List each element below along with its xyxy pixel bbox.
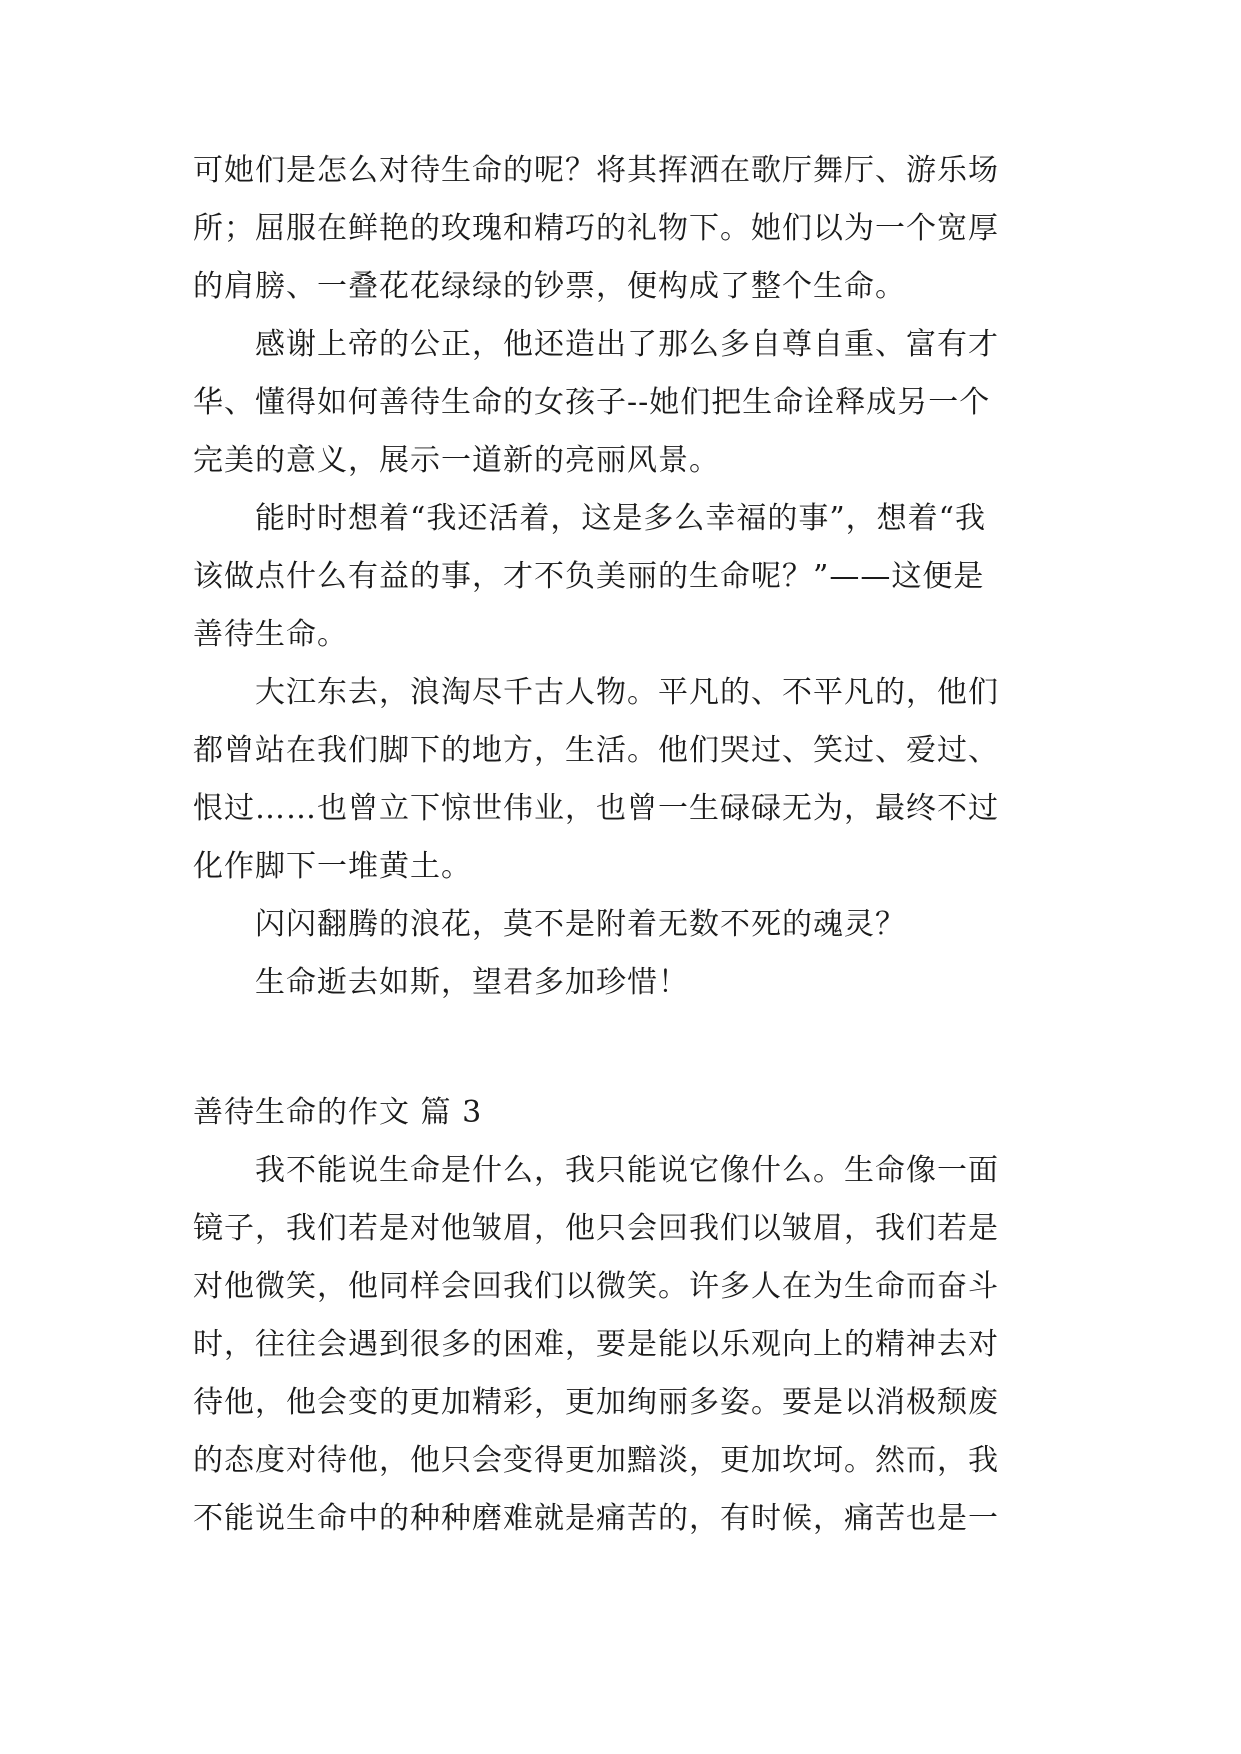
paragraph-line: 的肩膀、一叠花花绿绿的钞票，便构成了整个生命。 (193, 269, 906, 304)
paragraph-line: 对他微笑，他同样会回我们以微笑。许多人在为生命而奋斗 (193, 1269, 999, 1304)
paragraph-line: 化作脚下一堆黄土。 (193, 849, 472, 884)
paragraph-line: 恨过……也曾立下惊世伟业，也曾一生碌碌无为，最终不过 (193, 791, 999, 826)
paragraph-line: 可她们是怎么对待生命的呢？将其挥洒在歌厅舞厅、游乐场 (193, 153, 999, 188)
paragraph-line: 该做点什么有益的事，才不负美丽的生命呢？”——这便是 (193, 559, 985, 594)
paragraph-line: 待他，他会变的更加精彩，更加绚丽多姿。要是以消极颓废 (193, 1385, 999, 1420)
paragraph-line: 都曾站在我们脚下的地方，生活。他们哭过、笑过、爱过、 (193, 733, 999, 768)
paragraph-line: 镜子，我们若是对他皱眉，他只会回我们以皱眉，我们若是 (193, 1211, 999, 1246)
paragraph-line: 时，往往会遇到很多的困难，要是能以乐观向上的精神去对 (193, 1327, 999, 1362)
paragraph-line: 闪闪翻腾的浪花，莫不是附着无数不死的魂灵？ (193, 907, 906, 942)
paragraph-line: 华、懂得如何善待生命的女孩子--她们把生命诠释成另一个 (193, 385, 991, 420)
paragraph-line: 我不能说生命是什么，我只能说它像什么。生命像一面 (193, 1153, 999, 1188)
paragraph-line: 的态度对待他，他只会变得更加黯淡，更加坎坷。然而，我 (193, 1443, 999, 1478)
paragraph-line: 善待生命。 (193, 617, 348, 652)
paragraph-line: 大江东去，浪淘尽千古人物。平凡的、不平凡的，他们 (193, 675, 999, 710)
paragraph-line: 感谢上帝的公正，他还造出了那么多自尊自重、富有才 (193, 327, 999, 362)
paragraph-line: 所；屈服在鲜艳的玫瑰和精巧的礼物下。她们以为一个宽厚 (193, 211, 999, 246)
paragraph-line: 不能说生命中的种种磨难就是痛苦的，有时候，痛苦也是一 (193, 1501, 999, 1536)
paragraph-line: 完美的意义，展示一道新的亮丽风景。 (193, 443, 720, 478)
section-heading: 善待生命的作文 篇 3 (193, 1095, 483, 1130)
paragraph-line: 能时时想着“我还活着，这是多么幸福的事”，想着“我 (193, 501, 987, 536)
paragraph-line: 生命逝去如斯，望君多加珍惜！ (193, 965, 689, 1000)
